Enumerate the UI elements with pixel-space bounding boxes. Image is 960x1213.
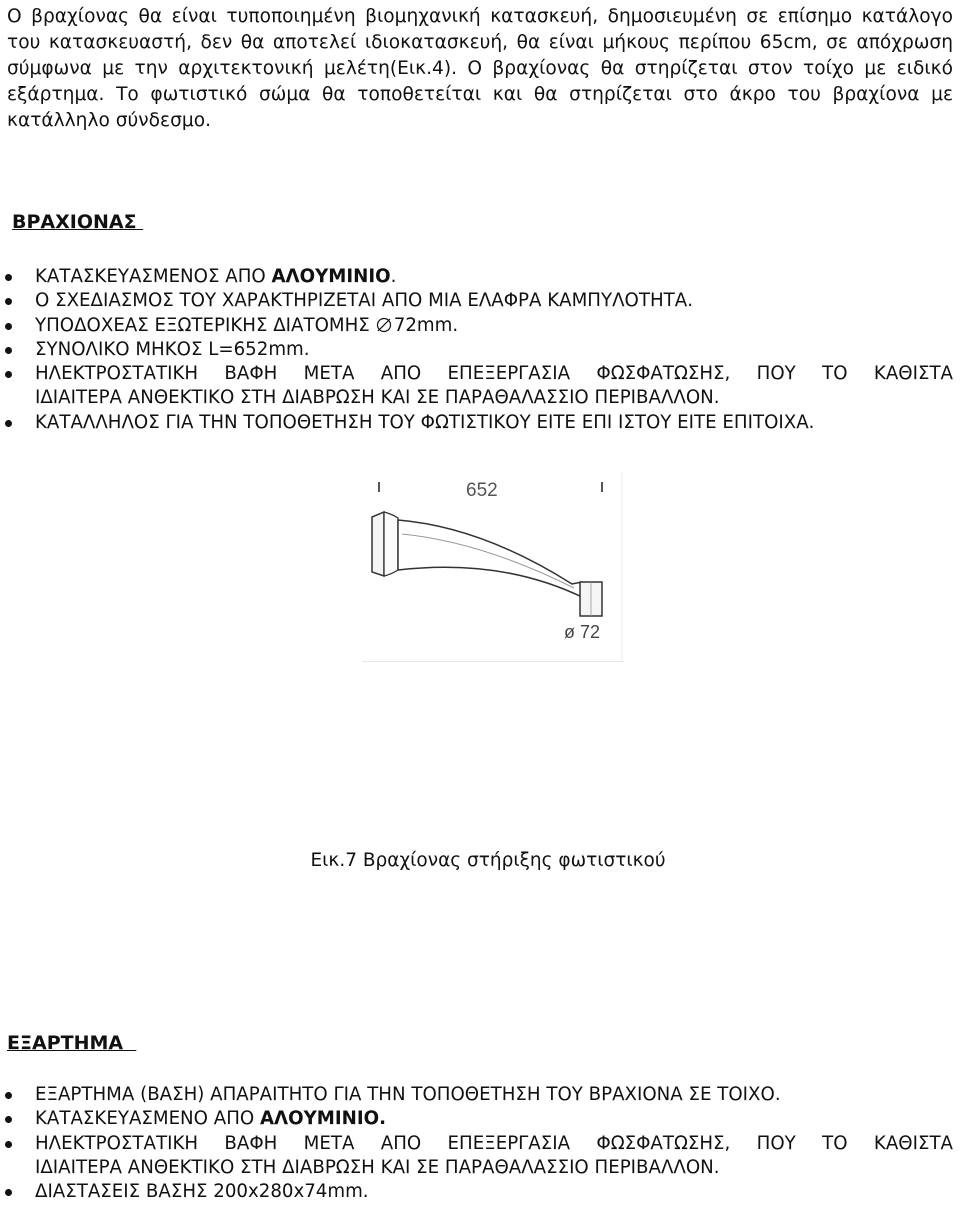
list-item [0,1132,953,1181]
list-item: Ο ΣΧΕΔΙΑΣΜΟΣ ΤΟΥ ΧΑΡΑΚΤΗΡΙΖΕΤΑΙ ΑΠΟ ΜΙΑ ΕΛΑΦΡΑ ΚΑΜΠΥΛΟΤΗΤΑ. [0,289,953,313]
list-item-text: ΚΑΤΑΣΚΕΥΑΣΜΕΝΟΣ ΑΠΟ [35,266,272,287]
list-item-text: ΙΔΙΑΙΤΕΡΑ ΑΝΘΕΚΤΙΚΟ ΣΤΗ ΔΙΑΒΡΩΣΗ ΚΑΙ ΣΕ ΠΑΡΑΘΑΛΑΣΣΙΟ ΠΕΡΙΒΑΛΛΟΝ. [35,1156,720,1178]
section-heading-bracket [7,1032,136,1054]
arm-spec-list [0,265,953,435]
section-heading-arm [12,211,143,233]
diameter-icon [376,317,392,333]
list-item [0,314,953,338]
material-highlight: ΑΛΟΥΜΙΝΙΟ [271,266,391,287]
list-item-text: ΗΛΕΚΤΡΟΣΤΑΤΙΚΗ ΒΑΦΗ ΜΕΤΑ ΑΠΟ ΕΠΕΞΕΡΓΑΣΙΑ ΦΩΣΦΑΤΩΣΗΣ, ΠΟΥ ΤΟ ΚΑΘΙΣΤΑ [35,363,953,385]
intro-paragraph: Ο βραχίονας θα είναι τυποποιημένη βιομηχανική κατασκευή, δημοσιευμένη σε επίσημο κατάλογο του κατασκευαστή, δεν θα αποτελεί ιδιοκατασκευή, θα είναι μήκους περίπου 65cm, σε απόχρωση σύμφωνα με την αρχιτεκτονική μελέτη(Εικ.4). Ο βραχίονας θα στηρίζεται στον τοίχο με ειδικό εξάρτημα. Το φωτιστικό σώμα θα τοποθετείται και θα στηρίζεται στο άκρο του βραχίονα με κατάλληλο σύνδεσμο. [7,6,953,131]
bracket-spec-list [0,1083,953,1204]
list-item-text: . [390,266,397,287]
list-item-text: ΙΔΙΑΙΤΕΡΑ ΑΝΘΕΚΤΙΚΟ ΣΤΗ ΔΙΑΒΡΩΣΗ ΚΑΙ ΣΕ ΠΑΡΑΘΑΛΑΣΣΙΟ ΠΕΡΙΒΑΛΛΟΝ. [35,387,720,409]
list-item [0,1107,953,1131]
list-item: ΣΥΝΟΛΙΚΟ ΜΗΚΟΣ L=652mm. [0,338,953,362]
section-heading-arm-text: ΒΡΑΧΙΟΝΑΣ [12,211,137,233]
arm-drawing [362,472,624,662]
list-item-text: ΚΑΤΑΣΚΕΥΑΣΜΕΝΟ ΑΠΟ [35,1108,260,1130]
list-item: ΚΑΤΑΛΛΗΛΟΣ ΓΙΑ ΤΗΝ ΤΟΠΟΘΕΤΗΣΗ ΤΟΥ ΦΩΤΙΣΤΙΚΟΥ ΕΙΤΕ ΕΠΙ ΙΣΤΟΥ ΕΙΤΕ ΕΠΙΤΟΙΧΑ. [0,411,953,435]
list-item [0,362,953,411]
list-item-text: ΗΛΕΚΤΡΟΣΤΑΤΙΚΗ ΒΑΦΗ ΜΕΤΑ ΑΠΟ ΕΠΕΞΕΡΓΑΣΙΑ ΦΩΣΦΑΤΩΣΗΣ, ΠΟΥ ΤΟ ΚΑΘΙΣΤΑ [35,1132,953,1154]
section-heading-bracket-text: ΕΞΑΡΤΗΜΑ [7,1032,124,1054]
figure-caption: Εικ.7 Βραχίονας στήριξης φωτιστικού [310,850,666,871]
list-item: ΕΞΑΡΤΗΜΑ (ΒΑΣΗ) ΑΠΑΡΑΙΤΗΤΟ ΓΙΑ ΤΗΝ ΤΟΠΟΘΕΤΗΣΗ ΤΟΥ ΒΡΑΧΙΟΝΑ ΣΕ ΤΟΙΧΟ. [0,1083,953,1107]
list-item [0,265,953,289]
material-highlight: ΑΛΟΥΜΙΝΙΟ. [259,1108,386,1130]
list-item-text: 72mm. [393,314,459,336]
length-label: 652 [466,480,498,501]
list-item: ΔΙΑΣΤΑΣΕΙΣ ΒΑΣΗΣ 200x280x74mm. [0,1180,953,1204]
list-item-text: ΥΠΟΔΟΧΕΑΣ ΕΞΩΤΕΡΙΚΗΣ ΔΙΑΤΟΜΗΣ [35,314,370,336]
diameter-label: ø 72 [564,622,601,642]
